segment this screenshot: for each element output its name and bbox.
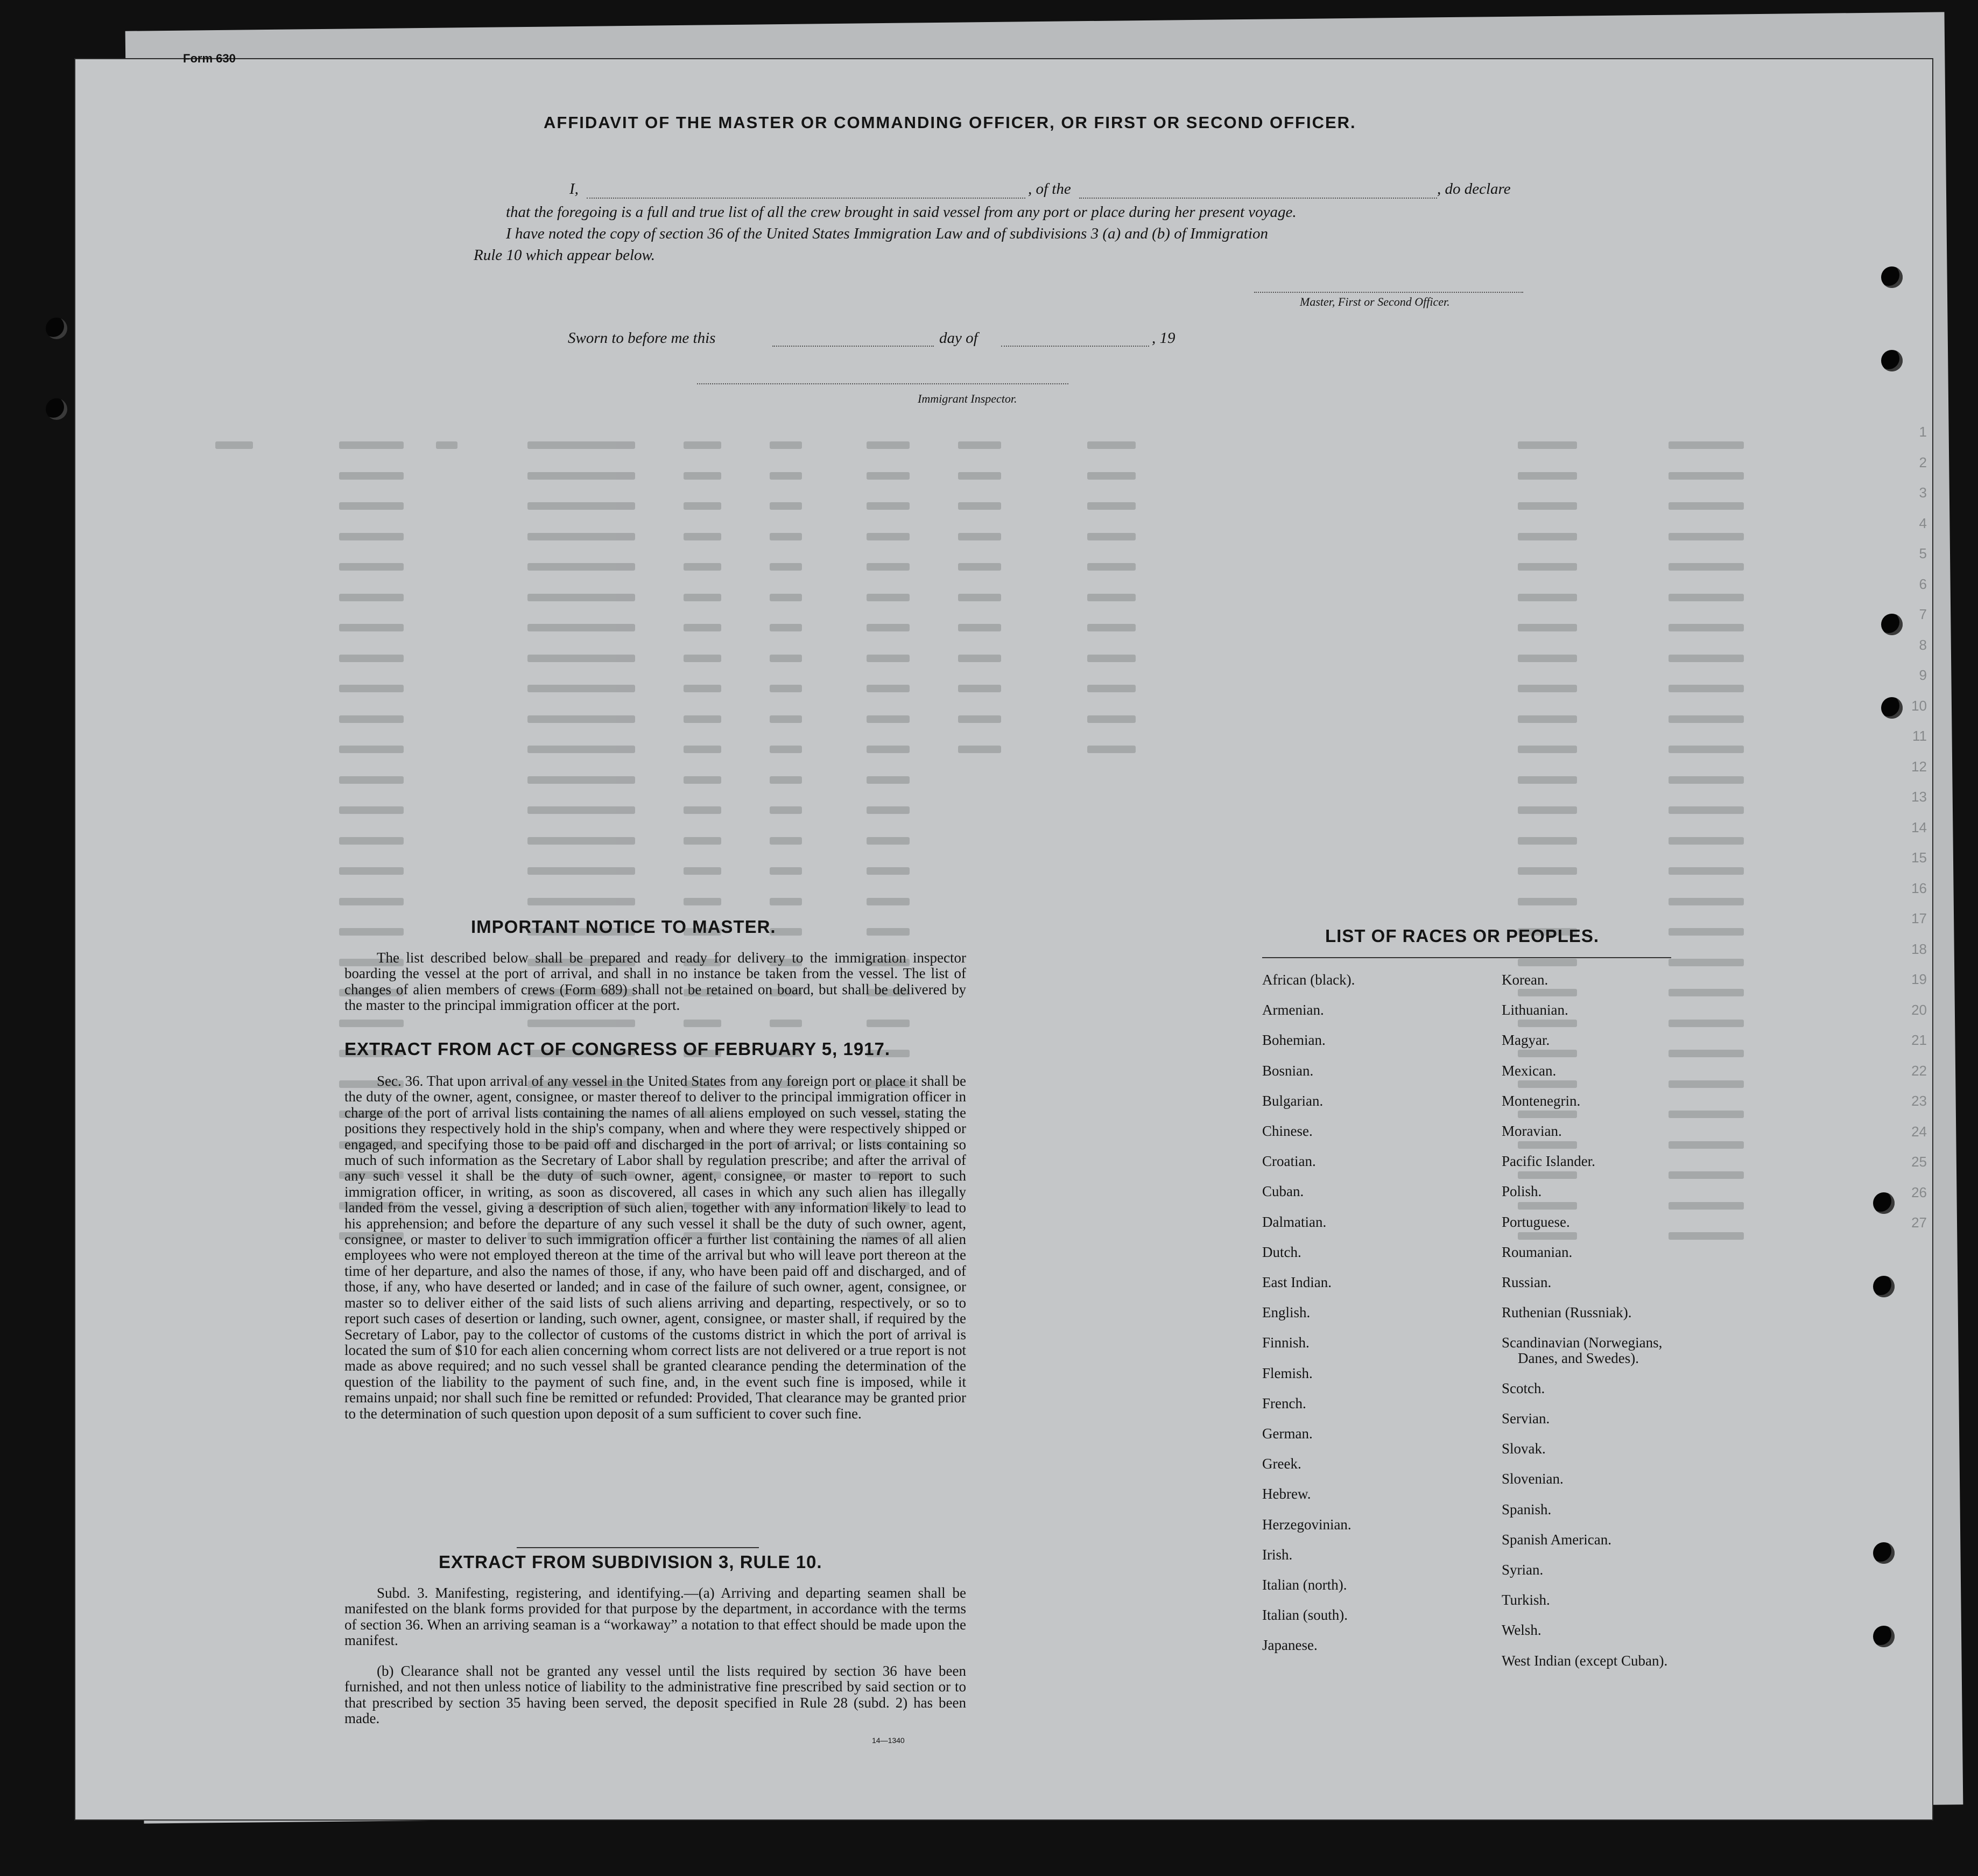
bleed-through-row-number: 22 (1911, 1062, 1927, 1079)
bleed-through-row (215, 682, 1830, 695)
race-item: Herzegovinian. (1262, 1516, 1351, 1533)
punch-hole (1881, 350, 1903, 371)
notice-body: The list described below shall be prepared and ready for delivery to the immigration inspector boarding the vessel at the port of arrival, and shall in no instance be taken from the vessel. The list of changes of alien members of crews (Form 689) shall not be retained on board, but shall be delivered by the master to the principal immigration officer at the port. (344, 950, 966, 1014)
bleed-through-row (215, 774, 1830, 786)
bleed-through-row-number: 15 (1911, 849, 1927, 866)
race-item: Welsh. (1502, 1622, 1541, 1639)
affidavit-line-2: that the foregoing is a full and true list of all the crew brought in said vessel from any port or place during her present voyage. (506, 203, 1297, 221)
race-item: Italian (north). (1262, 1577, 1347, 1593)
race-item: Syrian. (1502, 1562, 1544, 1578)
race-item: Ruthenian (Russniak). (1502, 1304, 1632, 1321)
punch-hole (1873, 1626, 1895, 1647)
sworn-label: Sworn to before me this (568, 329, 716, 347)
bleed-through-row (215, 469, 1830, 482)
act-extract-title: EXTRACT FROM ACT OF CONGRESS OF FEBRUARY 5, 1917. (344, 1039, 891, 1059)
bleed-through-row (215, 560, 1830, 573)
affidavit-of-the-label: , of the (1028, 180, 1071, 198)
race-item: Dutch. (1262, 1243, 1301, 1260)
race-item: Hebrew. (1262, 1486, 1311, 1502)
punch-hole (1881, 266, 1903, 288)
race-item: Chinese. (1262, 1123, 1313, 1140)
race-item: Croatian. (1262, 1153, 1316, 1170)
race-item: Japanese. (1262, 1637, 1318, 1654)
bleed-through-row (215, 500, 1830, 512)
punch-hole (1881, 614, 1903, 635)
bleed-through-row-number: 27 (1911, 1214, 1927, 1231)
race-item: Slovenian. (1502, 1471, 1564, 1487)
race-item: West Indian (except Cuban). (1502, 1652, 1668, 1669)
race-item: African (black). (1262, 972, 1355, 988)
race-item: Roumanian. (1502, 1243, 1573, 1260)
bleed-through-row-number: 25 (1911, 1154, 1927, 1170)
race-item: Polish. (1502, 1183, 1542, 1200)
race-item: Turkish. (1502, 1592, 1550, 1608)
race-item: Cuban. (1262, 1183, 1304, 1200)
race-item: Magyar. (1502, 1032, 1550, 1049)
rule-extract-title: EXTRACT FROM SUBDIVISION 3, RULE 10. (439, 1552, 822, 1572)
bleed-through-row-number: 19 (1911, 971, 1927, 987)
race-item: English. (1262, 1304, 1311, 1321)
inspector-signature-field (697, 382, 1068, 384)
bleed-through-row-number: 4 (1919, 515, 1927, 531)
race-item: Pacific Islander. (1502, 1153, 1595, 1170)
bleed-through-row-number: 12 (1911, 758, 1927, 775)
race-item: Korean. (1502, 972, 1548, 988)
inspector-caption: Immigrant Inspector. (918, 392, 1017, 405)
rule-extract-subd-b: (b) Clearance shall not be granted any vessel until the lists required by section 36 have been furnished, and not then unless notice of liability to the administrative fine prescribed by said section or to that prescribed by section 35 having been served, the deposit specified in Rule 28 (subd. 2) has been made. (344, 1663, 966, 1727)
race-item: Bohemian. (1262, 1032, 1326, 1049)
bleed-through-row (215, 591, 1830, 604)
race-item: Greek. (1262, 1456, 1301, 1472)
punch-hole (1873, 1276, 1895, 1297)
master-caption: Master, First or Second Officer. (1300, 295, 1450, 308)
race-item: Irish. (1262, 1546, 1293, 1563)
affidavit-line-3: I have noted the copy of section 36 of the United States Immigration Law and of subdivisions 3 (a) and (b) of Immigration (506, 225, 1269, 242)
race-item: Montenegrin. (1502, 1092, 1581, 1109)
bleed-through-row (215, 652, 1830, 665)
act-extract-body: Sec. 36. That upon arrival of any vessel in the United States from any foreign port or place it shall be the duty of the owner, agent, consignee, or master thereof to deliver to the principal immigration officer in charge of the port of arrival lists containing the names of all aliens employed on such vessel, stating the positions they respectively hold in the ship's company, when and where they were respectively shipped or engaged, and specifying those to be paid off and discharged in the port of arrival; or lists containing so much of such information as the Secretary of Labor shall by regulation prescribe; and after the arrival of any such vessel it shall be the duty of such owner, agent, consignee, or master to report to such immigration officer, in writing, as soon as discovered, all cases in which any such alien has illegally landed from the vessel, giving a description of such alien, together with any information likely to lead to his apprehension; and before the departure of any such vessel it shall be the duty of such owner, agent, consignee, or master to deliver to such immigration officer a further list containing the names of all alien employees who were not employed thereon at the time of the arrival but who will leave port thereon at the time of her departure, and also the names of those, if any, who have been paid off and discharged, and of those, if any, who have deserted or landed; and in case of the failure of such owner, agent, consignee, or master so to deliver either of the said lists of such aliens arriving and departing, respectively, or so to report such cases of desertion or landing, such owner, agent, consignee, or master shall, if required by the Secretary of Labor, pay to the collector of customs of the customs district in which the port of arrival is located the sum of $10 for each alien concerning whom correct lists are not delivered or a true report is not made as above required; and no such vessel shall be granted clearance pending the determination of the question of the liability to the payment of such fine, and, in the event such fine is imposed, while it remains unpaid; nor shall such fine be remitted or refunded: Provided, That clearance may be granted prior to the determination of such question upon deposit of a sum sufficient to cover such fine. (344, 1073, 966, 1422)
race-item: Moravian. (1502, 1123, 1562, 1140)
race-item: Flemish. (1262, 1365, 1313, 1381)
race-item: Bulgarian. (1262, 1092, 1324, 1109)
bleed-through-row (215, 804, 1830, 817)
race-item: Danes, and Swedes). (1518, 1350, 1639, 1366)
bleed-through-row-number: 18 (1911, 940, 1927, 957)
race-item: Bosnian. (1262, 1062, 1314, 1079)
bleed-through-row-number: 2 (1919, 454, 1927, 470)
bleed-through-row-number: 14 (1911, 819, 1927, 835)
bleed-through-row-number: 7 (1919, 606, 1927, 622)
bleed-through-row (215, 895, 1830, 908)
races-title: LIST OF RACES OR PEOPLES. (1325, 926, 1600, 946)
punch-hole (46, 318, 67, 339)
bleed-through-row-number: 9 (1919, 667, 1927, 683)
race-item: Scotch. (1502, 1380, 1545, 1396)
race-item: Italian (south). (1262, 1607, 1348, 1624)
affidavit-declare-label: , do declare (1437, 180, 1511, 198)
race-item: Slovak. (1502, 1441, 1546, 1457)
master-name-field (587, 196, 1025, 199)
bleed-through-row-number: 23 (1911, 1093, 1927, 1109)
bleed-through-row-number: 11 (1912, 728, 1927, 744)
affidavit-i-label: I, (569, 180, 579, 198)
punch-hole (46, 398, 67, 420)
bleed-through-row-number: 17 (1911, 910, 1927, 926)
race-item: Portuguese. (1502, 1213, 1570, 1230)
race-item: Russian. (1502, 1274, 1552, 1291)
bleed-through-row (215, 439, 1830, 452)
race-item: Scandinavian (Norwegians, (1502, 1334, 1663, 1351)
bleed-through-row-number: 26 (1911, 1184, 1927, 1200)
master-signature-field (1254, 291, 1523, 293)
race-item: Armenian. (1262, 1002, 1324, 1018)
race-item: Spanish. (1502, 1501, 1552, 1517)
bleed-through-row-number: 3 (1919, 484, 1927, 501)
bleed-through-row-number: 24 (1911, 1123, 1927, 1140)
race-item: Dalmatian. (1262, 1213, 1327, 1230)
bleed-through-row (215, 834, 1830, 847)
year-label: , 19 (1152, 329, 1175, 347)
race-item: Mexican. (1502, 1062, 1557, 1079)
race-item: German. (1262, 1425, 1313, 1442)
bleed-through-row-number: 10 (1911, 697, 1927, 714)
bleed-through-row-number: 6 (1919, 575, 1927, 592)
bleed-through-row (215, 713, 1830, 726)
race-item: French. (1262, 1395, 1306, 1411)
form-number: Form 630 (183, 52, 236, 65)
punch-hole (1873, 1192, 1895, 1214)
races-list-left (1262, 965, 1355, 1661)
print-code: 14—1340 (872, 1736, 905, 1745)
bleed-through-row (215, 865, 1830, 877)
bleed-through-row (215, 530, 1830, 543)
sworn-month-field (1001, 345, 1149, 347)
notice-title: IMPORTANT NOTICE TO MASTER. (471, 917, 776, 937)
race-item: East Indian. (1262, 1274, 1332, 1291)
race-item: Spanish American. (1502, 1531, 1611, 1548)
punch-hole (1873, 1542, 1895, 1564)
bleed-through-row-number: 16 (1911, 880, 1927, 896)
bleed-through-row-number: 13 (1911, 789, 1927, 805)
bleed-through-row-number: 5 (1919, 545, 1927, 561)
punch-hole (1881, 697, 1903, 719)
bleed-through-row (215, 743, 1830, 756)
race-item: Servian. (1502, 1410, 1550, 1427)
affidavit-line-4: Rule 10 which appear below. (474, 247, 655, 264)
race-item: Finnish. (1262, 1334, 1310, 1351)
bleed-through-row (215, 621, 1830, 634)
day-of-label: day of (939, 329, 978, 347)
vessel-name-field (1079, 196, 1437, 199)
bleed-through-row-number: 20 (1911, 1001, 1927, 1018)
section-divider (517, 1547, 759, 1548)
races-list-right (1502, 965, 1667, 1676)
bleed-through-row-number: 1 (1919, 424, 1927, 440)
races-divider (1262, 957, 1671, 958)
race-item: Lithuanian. (1502, 1002, 1568, 1018)
rule-extract-subd-a: Subd. 3. Manifesting, registering, and identifying.—(a) Arriving and departing seamen shall be manifested on the blank forms provided for that purpose by the department, in accordance with the terms of section 36. When an arriving seaman is a “workaway” a notation to that effect should be made upon the manifest. (344, 1585, 966, 1649)
bleed-through-row-number: 21 (1911, 1032, 1927, 1048)
bleed-through-row-number: 8 (1919, 636, 1927, 653)
sworn-day-field (772, 345, 934, 347)
affidavit-title: AFFIDAVIT OF THE MASTER OR COMMANDING OFFICER, OR FIRST OR SECOND OFFICER. (544, 113, 1356, 132)
